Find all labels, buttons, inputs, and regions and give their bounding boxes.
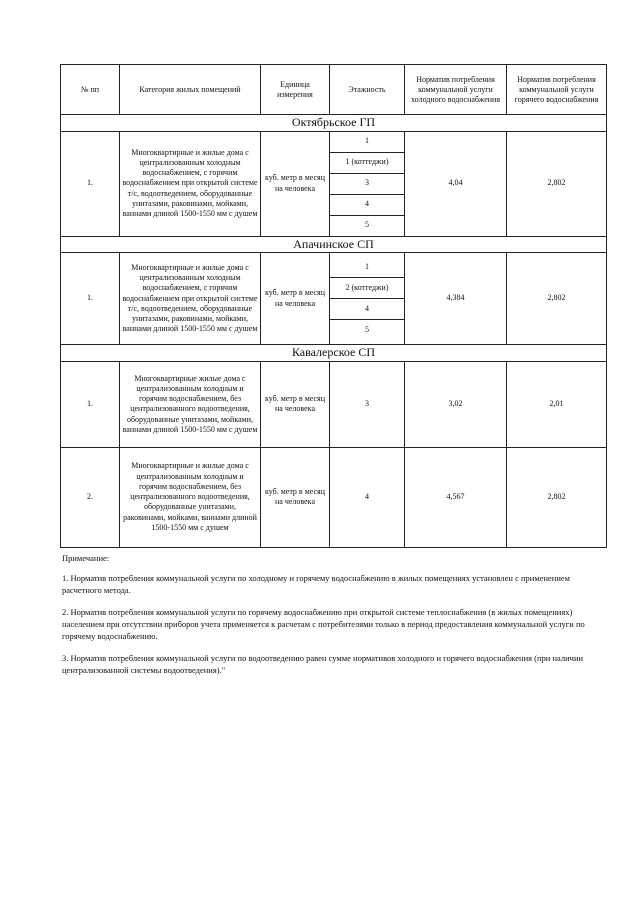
row-unit: куб. метр в месяц на человека xyxy=(261,447,330,547)
row-unit: куб. метр в месяц на человека xyxy=(261,131,330,236)
table-row xyxy=(61,131,607,236)
section-title: Кавалерское СП xyxy=(61,345,607,362)
floor-value: 1 (коттеджи) xyxy=(330,152,404,173)
row-unit: куб. метр в месяц на человека xyxy=(261,253,330,345)
row-category: Многоквартирные и жилые дома с централизованным холодным водоснабжением, с горячим водоснабжением при открытой системе т/с, водоотведением, оборудованные унитазами, раковинами, мойками, ваннами длиной 1500-1550 мм с душем xyxy=(120,253,261,345)
table-header-row xyxy=(61,65,607,115)
header-floors: Этажность xyxy=(330,65,405,115)
floor-value: 4 xyxy=(330,299,404,320)
floor-value: 3 xyxy=(330,173,404,194)
row-unit: куб. метр в месяц на человека xyxy=(261,361,330,447)
section-title-row xyxy=(61,345,607,362)
section-title: Апачинское СП xyxy=(61,236,607,253)
floor-value: 5 xyxy=(365,220,369,230)
row-floors xyxy=(330,253,405,345)
floors-list xyxy=(330,257,404,340)
row-category: Многоквартирные и жилые дома с централизованным холодным водоснабжением, с горячим водоснабжением при открытой системе т/с, водоотведением, оборудованные унитазами, раковинами, мойками, ваннами длиной 1500-1550 мм с душем xyxy=(120,131,261,236)
header-hot-norm: Норматив потребления коммунальной услуги горячего водоснабжения xyxy=(507,65,607,115)
header-unit: Единица измерения xyxy=(261,65,330,115)
row-floors xyxy=(330,131,405,236)
row-floors: 4 xyxy=(330,447,405,547)
notes-heading: Примечание: xyxy=(62,552,110,563)
floor-value: 2 (коттеджи) xyxy=(330,278,404,299)
norms-table xyxy=(60,64,607,548)
floor-value: 5 xyxy=(365,324,369,334)
row-num: 2. xyxy=(61,447,120,547)
floor-value: 1 xyxy=(330,132,404,153)
floor-value: 4 xyxy=(330,194,404,215)
row-hot-norm: 2,802 xyxy=(507,447,607,547)
row-category: Многоквартирные жилые дома с централизованным холодным и горячим водоснабжением, без централизованного водоотведения, оборудованные унитазами, мойками, ваннами длиной 1500-1550 мм с душем xyxy=(120,361,261,447)
row-hot-norm: 2,802 xyxy=(507,131,607,236)
row-cold-norm: 3,02 xyxy=(405,361,507,447)
row-num: 1. xyxy=(61,361,120,447)
note-item: 3. Норматив потребления коммунальной услуги по водоотведению равен сумме нормативов холодного и горячего водоснабжения (при наличии централизованной системы водоотведения)." xyxy=(62,652,584,675)
section-title-row xyxy=(61,115,607,132)
section-title: Октябрьское ГП xyxy=(61,115,607,132)
header-num: № пп xyxy=(61,65,120,115)
row-cold-norm: 4,04 xyxy=(405,131,507,236)
row-num: 1. xyxy=(61,131,120,236)
table-row xyxy=(61,253,607,345)
note-item: 2. Норматив потребления коммунальной услуги по горячему водоснабжению при открытой системе теплоснабжения (в жилых помещениях) населением при отсутствии приборов учета применяется к расчетам с потребителями только в период предоставления коммунальной услуги по горячему водоснабжению. xyxy=(62,606,585,642)
floor-value: 1 xyxy=(330,257,404,278)
note-item: 1. Норматив потребления коммунальной услуги по холодному и горячему водоснабжению в жилых помещениях установлен с применением расчетного метода. xyxy=(62,573,571,596)
row-floors: 3 xyxy=(330,361,405,447)
row-category: Многоквартирные и жилые дома с централизованным холодным и горячим водоснабжением, без централизованного водоотведения, оборудованные унитазами, раковинами, мойками, ваннами длиной 1500-1550 мм с душем xyxy=(120,447,261,547)
header-category: Категория жилых помещений xyxy=(120,65,261,115)
floors-list xyxy=(330,132,404,236)
table-row xyxy=(61,447,607,547)
section-title-row xyxy=(61,236,607,253)
row-hot-norm: 2,01 xyxy=(507,361,607,447)
document-page xyxy=(60,64,606,685)
notes-block xyxy=(60,552,606,677)
row-cold-norm: 4,384 xyxy=(405,253,507,345)
header-cold-norm: Норматив потребления коммунальной услуги холодного водоснабжения xyxy=(405,65,507,115)
row-num: 1. xyxy=(61,253,120,345)
row-cold-norm: 4,567 xyxy=(405,447,507,547)
row-hot-norm: 2,802 xyxy=(507,253,607,345)
table-row xyxy=(61,361,607,447)
